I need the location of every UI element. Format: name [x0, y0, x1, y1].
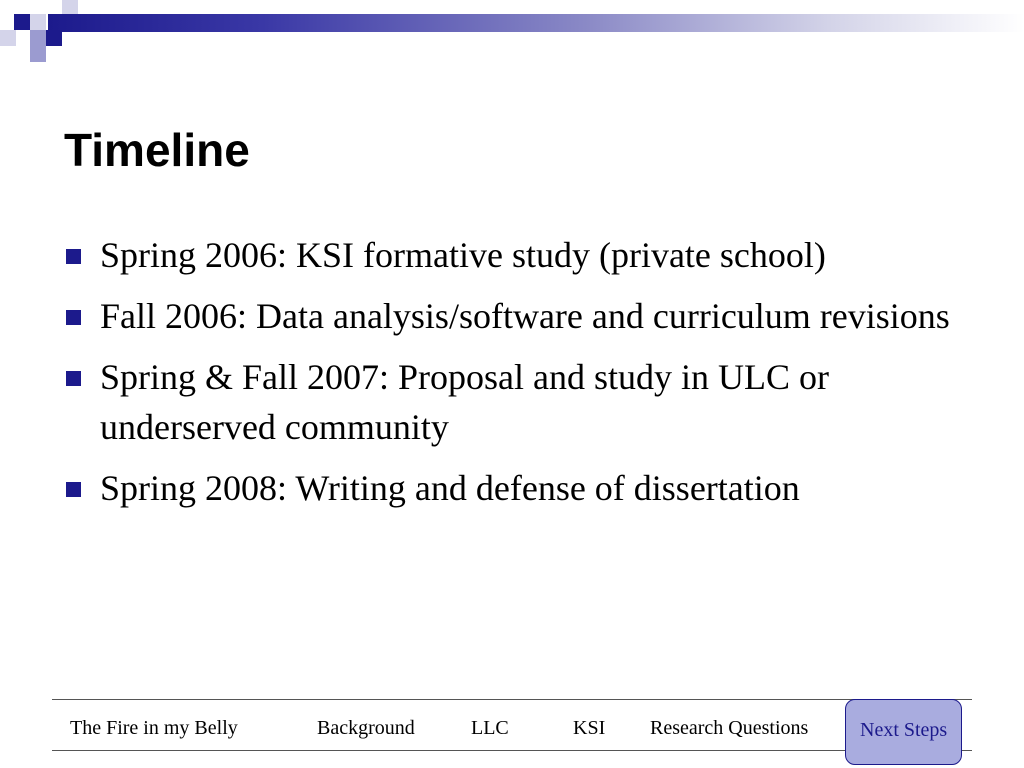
square-bullet-icon: [66, 310, 81, 325]
nav-item-llc[interactable]: LLC: [471, 717, 509, 739]
slide-navigation-bar: [52, 699, 972, 751]
bullet-text: Spring & Fall 2007: Proposal and study in ULC or underserved community: [100, 357, 829, 447]
slide-title: Timeline: [64, 124, 250, 176]
deco-square: [46, 30, 62, 46]
deco-square: [0, 30, 16, 46]
nav-item-fire-in-my-belly[interactable]: The Fire in my Belly: [70, 717, 238, 739]
nav-item-ksi[interactable]: KSI: [573, 717, 606, 739]
bullet-text: Spring 2008: Writing and defense of dissertation: [100, 468, 800, 508]
bullet-text: Spring 2006: KSI formative study (private school): [100, 235, 826, 275]
corner-decoration: [0, 0, 1024, 70]
nav-item-next-steps[interactable]: Next Steps: [845, 699, 962, 765]
square-bullet-icon: [66, 249, 81, 264]
bullet-list: [64, 230, 984, 524]
bullet-text: Fall 2006: Data analysis/software and curriculum revisions: [100, 296, 950, 336]
gradient-bar: [48, 14, 1024, 32]
square-bullet-icon: [66, 371, 81, 386]
bullet-item: [64, 463, 984, 513]
deco-square: [30, 14, 46, 30]
bullet-item: [64, 291, 984, 341]
deco-square: [30, 46, 46, 62]
nav-item-research-questions[interactable]: Research Questions: [650, 717, 809, 739]
bullet-item: [64, 352, 984, 452]
nav-item-background[interactable]: Background: [317, 717, 415, 739]
square-bullet-icon: [66, 482, 81, 497]
deco-square: [30, 30, 46, 46]
deco-square: [62, 0, 78, 14]
deco-square: [14, 14, 30, 30]
bullet-item: [64, 230, 984, 280]
